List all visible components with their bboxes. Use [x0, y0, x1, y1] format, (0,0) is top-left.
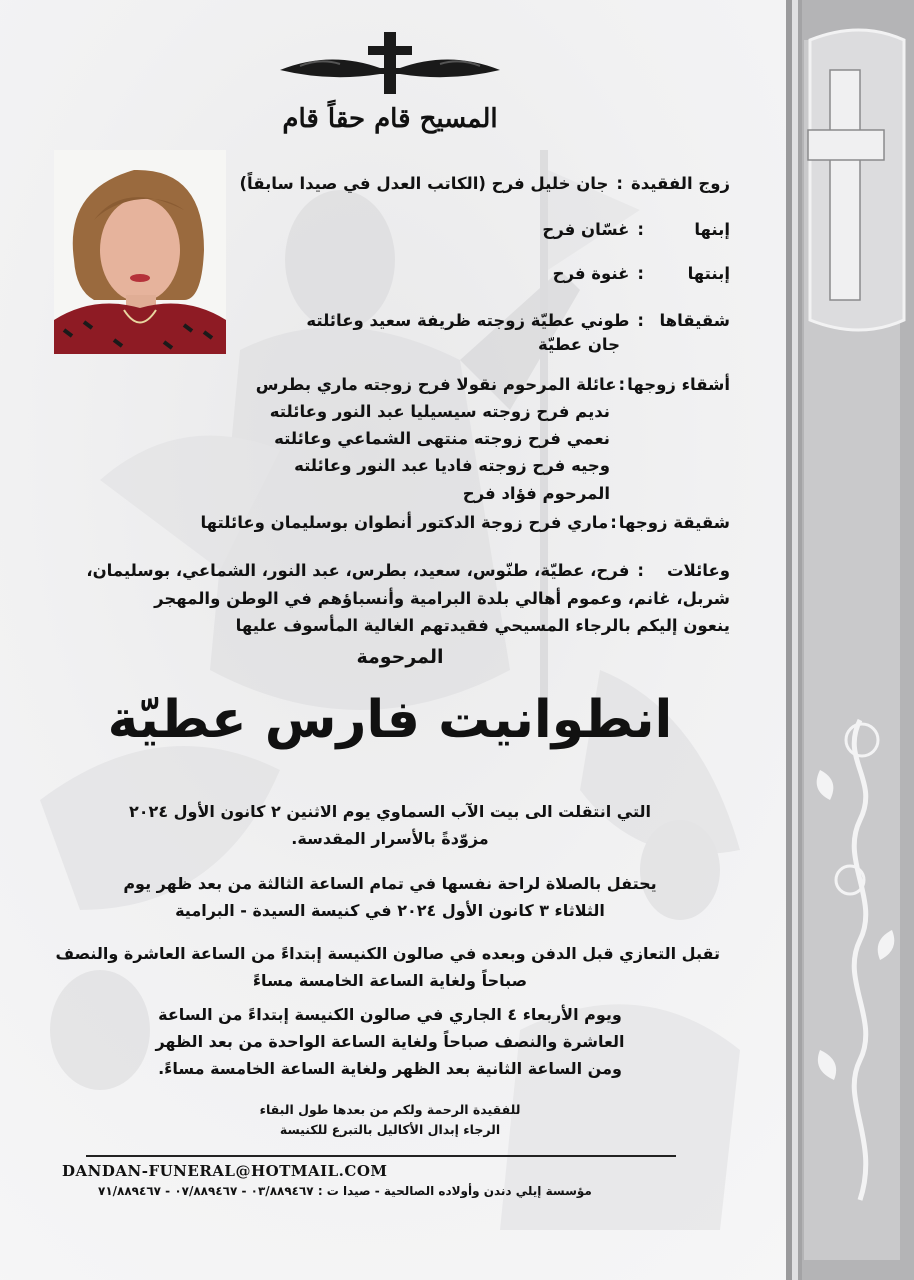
family-row: أشقاء زوجها:عائلة المرحوم نقولا فرح زوجته ماري بطرس: [255, 375, 730, 394]
paragraph-line: يحتفل بالصلاة لراحة نفسها في تمام الساعة الثالثة من بعد ظهر يوم: [123, 874, 657, 893]
paragraph-line: ويوم الأربعاء ٤ الجاري في صالون الكنيسة إبتداءً من الساعة: [158, 1005, 622, 1024]
family-value: فرح، عطيّة، طنّوس، سعيد، بطرس، عبد النور، الشماعي، بوسليمان،: [86, 561, 630, 580]
border-ornament: [800, 0, 914, 1280]
family-row: شقيقة زوجها:ماري فرح زوجة الدكتور أنطوان بوسليمان وعائلتها: [200, 513, 730, 532]
paragraph-line: الثلاثاء ٣ كانون الأول ٢٠٢٤ في كنيسة السيدة - البرامية: [175, 901, 605, 920]
footer-email: DANDAN-FUNERAL@HOTMAIL.COM: [62, 1162, 388, 1180]
family-value-continued: نديم فرح زوجته سيسيليا عبد النور وعائلته: [269, 402, 610, 421]
footer-contact: مؤسسة إيلي دندن وأولاده الصالحية - صيدا ت : ٠٣/٨٨٩٤٦٧ - ٠٧/٨٨٩٤٦٧ - ٧١/٨٨٩٤٦٧: [98, 1184, 592, 1198]
family-row: وعائلات:فرح، عطيّة، طنّوس، سعيد، بطرس، عبد النور، الشماعي، بوسليمان،: [86, 561, 730, 580]
paragraph-line: التي انتقلت الى بيت الآب السماوي يوم الاثنين ٢ كانون الأول ٢٠٢٤: [129, 802, 651, 821]
family-row: إبنها:غسّان فرح: [542, 220, 730, 239]
closing-line: الرجاء إبدال الأكاليل بالتبرع للكنيسة: [279, 1122, 501, 1137]
family-label: إبنها: [694, 220, 730, 239]
deceased-photo: [54, 150, 226, 354]
paragraph-line: مزوّدةً بالأسرار المقدسة.: [291, 829, 489, 848]
paragraph-line: العاشرة والنصف صباحاً ولغاية الساعة الواحدة من بعد الظهر: [155, 1032, 625, 1051]
family-row: زوج الفقيدة:جان خليل فرح (الكاتب العدل في صيدا سابقاً): [239, 174, 730, 193]
family-value-continued: وجيه فرح زوجته فاديا عبد النور وعائلته: [294, 456, 610, 475]
family-value-continued: جان عطيّة: [537, 335, 620, 354]
page-title: المسيح قام حقاً قام: [282, 104, 498, 134]
portrait-image: [54, 150, 226, 354]
family-value: غنوة فرح: [552, 264, 630, 283]
family-value: طوني عطيّة زوجته ظريفة سعيد وعائلته: [306, 311, 630, 330]
cross-ornament-icon: [280, 28, 500, 98]
closing-line: للفقيدة الرحمة ولكم من بعدها طول البقاء: [259, 1102, 521, 1117]
family-row: شقيقاها:طوني عطيّة زوجته ظريفة سعيد وعائلته: [306, 311, 730, 330]
deceased-name: انطوانيت فارس عطيّة: [107, 690, 673, 750]
paragraph-line: ومن الساعة الثانية بعد الظهر ولغاية الساعة الخامسة مساءً.: [158, 1059, 622, 1078]
family-value: ماري فرح زوجة الدكتور أنطوان بوسليمان وعائلتها: [200, 513, 609, 532]
paragraph-line: صباحاً ولغاية الساعة الخامسة مساءً: [252, 971, 528, 990]
footer-divider: [86, 1155, 676, 1157]
family-value-continued: المرحوم فؤاد فرح: [462, 484, 610, 503]
family-label: أشقاء زوجها: [627, 375, 730, 394]
family-row: إبنتها:غنوة فرح: [552, 264, 730, 283]
family-label: وعائلات: [666, 561, 730, 580]
family-label: إبنتها: [687, 264, 730, 283]
family-value: عائلة المرحوم نقولا فرح زوجته ماري بطرس: [255, 375, 617, 394]
family-value-continued: نعمي فرح زوجته منتهى الشماعي وعائلته: [274, 429, 610, 448]
family-value: غسّان فرح: [542, 220, 630, 239]
family-value-continued: ينعون إليكم بالرجاء المسيحي فقيدتهم الغالية المأسوف عليها: [235, 616, 730, 635]
family-label: زوج الفقيدة: [631, 174, 730, 193]
paragraph-line: تقبل التعازي قبل الدفن وبعده في صالون الكنيسة إبتداءً من الساعة العاشرة والنصف: [55, 944, 720, 963]
deceased-label: المرحومة: [356, 646, 444, 668]
family-label: شقيقاها: [659, 311, 730, 330]
family-label: شقيقة زوجها: [618, 513, 730, 532]
family-value-continued: شربل، غانم، وعموم أهالي بلدة البرامية وأنسباؤهم في الوطن والمهجر: [154, 589, 730, 608]
family-value: جان خليل فرح (الكاتب العدل في صيدا سابقاً): [239, 174, 609, 193]
